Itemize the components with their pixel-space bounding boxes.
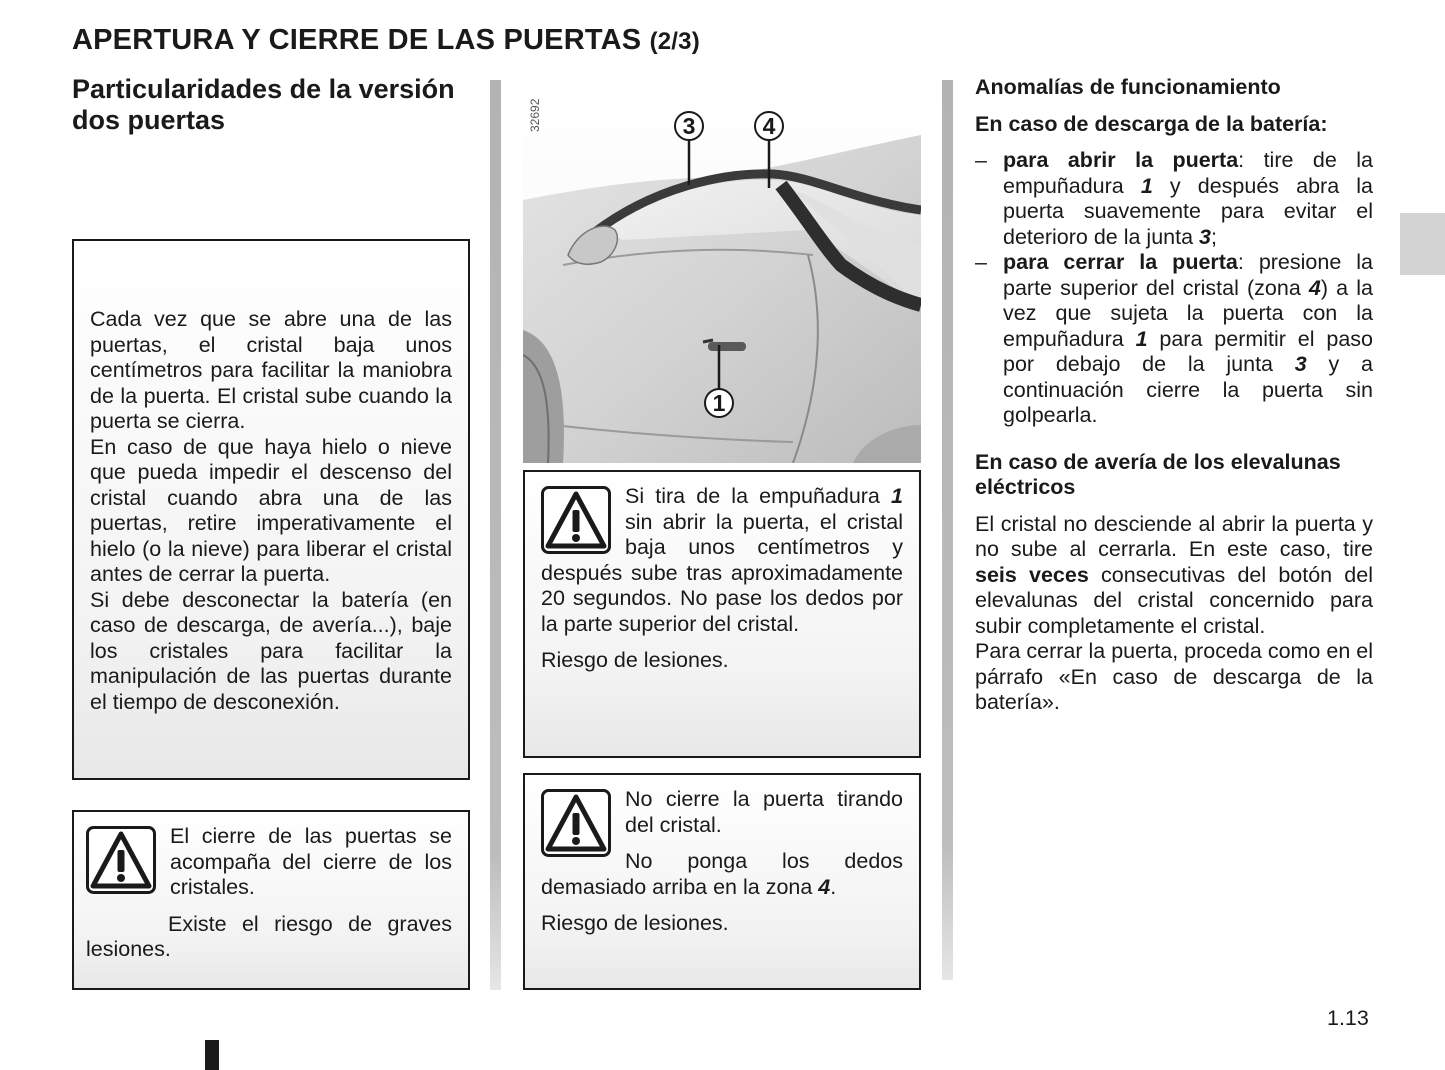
- list-item-open-t2: y después abra la puerta suavemente para evitar el deterioro de la junta: [1003, 173, 1373, 249]
- page-title-text: APERTURA Y CIERRE DE LAS PUERTAS: [72, 24, 642, 56]
- ref-number-1: 1: [891, 484, 903, 508]
- chapter-tab: [1400, 213, 1445, 275]
- warning-triangle-icon: [541, 486, 611, 554]
- warning-box-glass: [523, 773, 921, 990]
- info-box-paragraph-3: Si debe desconectar la batería (en caso de descarga, de avería...), baje los cristales para facilitar la manipulación de las puertas durante el tiempo de desconexión.: [90, 587, 452, 714]
- warning-handle-text-a: Si tira de la empuñadura: [625, 484, 892, 508]
- list-dash: –: [975, 250, 987, 274]
- list-item-open-t1: : tire de la empuñadura: [1003, 148, 1373, 198]
- window-lifter-subheading: En caso de avería de los elevalunas eléctricos: [975, 449, 1341, 499]
- warning-glass-text: No cierre la puerta tirando del cristal.: [625, 787, 903, 837]
- ref-number-1: 1: [1140, 173, 1153, 198]
- close-door-paragraph: Para cerrar la puerta, proceda como en el párrafo «En caso de descarga de la batería».: [975, 639, 1373, 714]
- page-marker: [205, 1040, 219, 1070]
- window-lifter-text-b: consecutivas del botón del elevalunas del cristal concernido para subir completamente el cristal.: [975, 562, 1373, 638]
- list-item-close-bold: para cerrar la puerta: [1003, 250, 1238, 274]
- window-lifter-text-a: El cristal no desciende al abrir la puerta y no sube al cerrarla. En este caso, tire: [975, 511, 1373, 561]
- page-number: 1.13: [1327, 1006, 1369, 1030]
- list-item-close-t4: y a continuación cierre la puerta sin golpearla.: [1003, 352, 1374, 427]
- ref-number-4: 4: [818, 874, 831, 899]
- right-column: [975, 75, 1373, 716]
- figure-reference-code: 32692: [528, 98, 542, 132]
- warning-box-windows: [72, 810, 470, 990]
- callout-4: 4: [754, 111, 784, 141]
- ref-number-4: 4: [1308, 275, 1321, 300]
- list-dash: –: [975, 148, 987, 172]
- info-box-paragraph-2: En caso de que haya hielo o nieve que pueda impedir el descenso del cristal cuando abra una de las puertas, retire imperativamente el hielo (o la nieve) para liberar el cristal antes de cerrar la puerta.: [90, 434, 452, 586]
- list-item-open: [975, 148, 1373, 250]
- warning-handle-text-b: sin abrir la puerta, el cristal baja unos centímetros y después sube tras aproximadamente 20 segundos. No pase los dedos por la parte superior del cristal.: [541, 509, 903, 636]
- list-item-close: [975, 250, 1373, 429]
- battery-subheading: En caso de descarga de la batería:: [975, 111, 1328, 136]
- warning-glass-text-2b: .: [830, 874, 837, 899]
- ref-number-3: 3: [1294, 352, 1307, 376]
- warning-handle-risk: Riesgo de lesiones.: [541, 648, 729, 672]
- page-title: [72, 24, 700, 57]
- window-lifter-paragraph: [975, 512, 1373, 640]
- window-lifter-bold: seis veces: [975, 562, 1089, 587]
- list-item-close-t2: ) a la vez que sujeta la puerta con la empuñadura: [1003, 275, 1373, 351]
- list-item-close-t3: para permitir el paso por debajo de la junta: [1003, 326, 1373, 376]
- warning-glass-risk: Riesgo de lesiones.: [541, 911, 729, 935]
- callout-3: 3: [674, 111, 704, 141]
- list-item-open-t3: ;: [1211, 224, 1217, 249]
- info-box-paragraph-1: Cada vez que se abre una de las puertas, el cristal baja unos centímetros para facilitar la maniobra de la puerta. El cristal sube cuando la puerta se cierra.: [90, 307, 452, 433]
- section-title-line1: Particularidades de la versión: [72, 74, 455, 104]
- warning-box-handle: [523, 470, 921, 758]
- warning-triangle-icon: [541, 789, 611, 857]
- warning-triangle-icon: [86, 826, 156, 894]
- callout-1: 1: [704, 388, 734, 418]
- warning-glass-text-2a: No ponga los dedos demasiado arriba en la zona: [541, 849, 903, 899]
- column-divider-right: [942, 80, 953, 980]
- ref-number-3: 3: [1199, 224, 1211, 249]
- ref-number-1: 1: [1135, 326, 1148, 351]
- column-divider-left: [490, 80, 501, 990]
- section-title: [72, 74, 482, 136]
- warning-box-risk: Existe el riesgo de graves lesiones.: [86, 911, 452, 961]
- info-box: [72, 239, 470, 780]
- page-title-suffix: (2/3): [649, 28, 700, 55]
- anomalies-heading: Anomalías de funcionamiento: [975, 75, 1281, 99]
- section-title-line2: dos puertas: [72, 105, 226, 135]
- warning-box-text: El cierre de las puertas se acompaña del cierre de los cristales.: [170, 824, 452, 899]
- list-item-close-t1: : presione la parte superior del cristal (zona: [1003, 250, 1373, 300]
- list-item-open-bold: para abrir la puerta: [1003, 148, 1239, 172]
